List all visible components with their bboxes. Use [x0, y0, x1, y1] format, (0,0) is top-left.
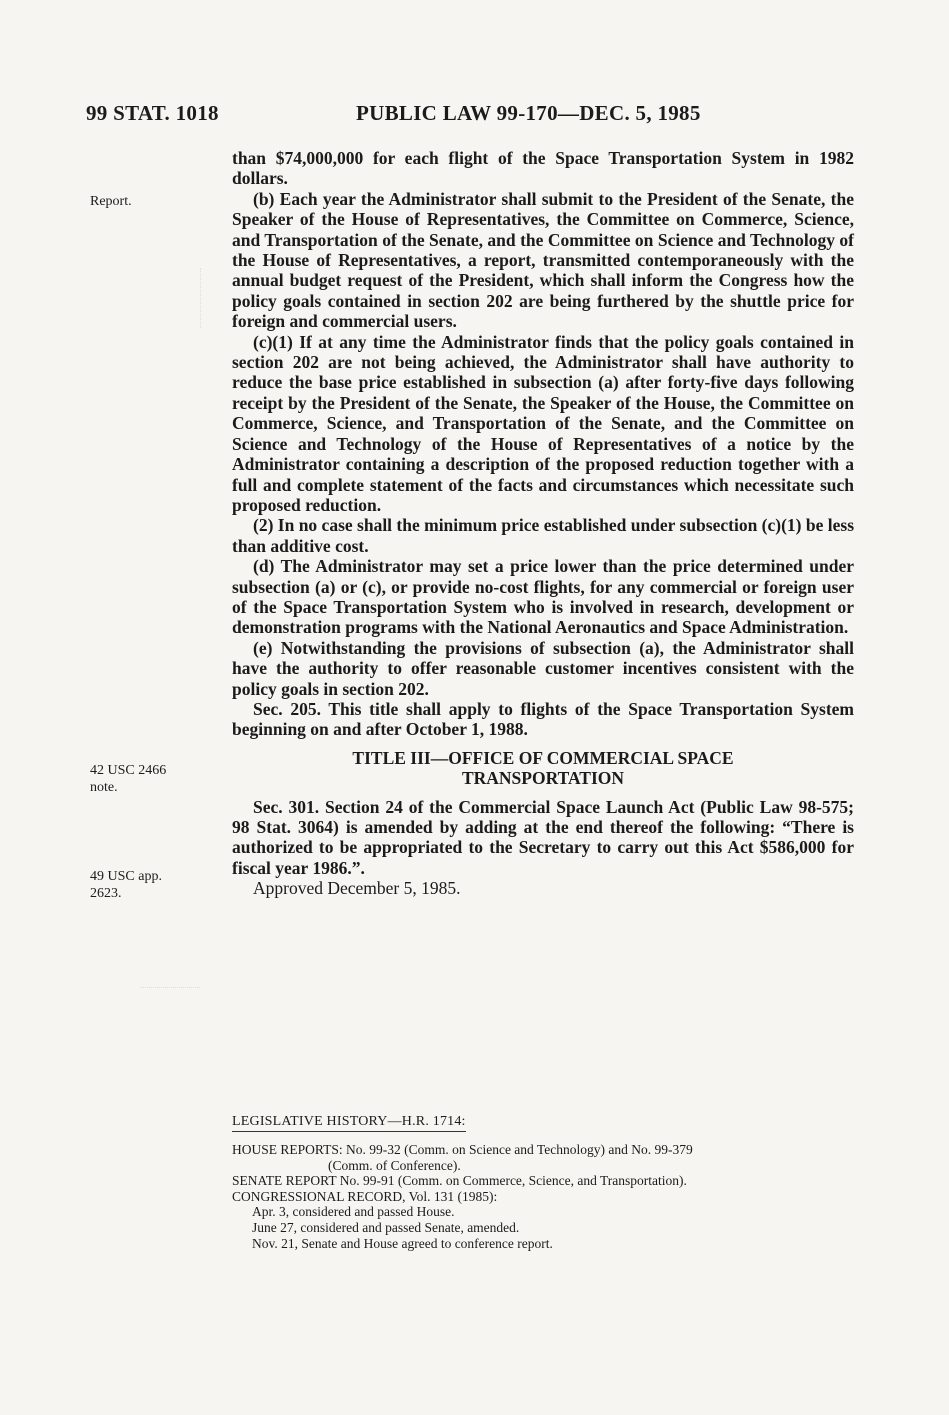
senate-report: SENATE REPORT No. 99-91 (Comm. on Commerce, Science, and Transportation). — [232, 1173, 687, 1189]
margin-note-usc-app — [90, 868, 195, 902]
paragraph-b: (b) Each year the Administrator shall submit to the President of the Senate, the Speaker of the House of Representatives, the Committee on Commerce, Science, and Transportation of the Senate, and the Committee on Science and Technology of the House of Representatives, a report, transmitted contemporaneously with the annual budget request of the President, which shall inform the Congress how the policy goals contained in section 202 are being furthered by the shuttle price for foreign and commercial users. — [232, 188, 854, 332]
paragraph-d: (d) The Administrator may set a price lower than the price determined under subsection (a) or (c), or provide no-cost flights, for any commercial or foreign user of the Space Transportation System who is involved in research, development or demonstration programs with the National Aeronautics and Space Administration. — [232, 556, 854, 638]
margin-note-usc-2466 — [90, 762, 195, 796]
house-reports: HOUSE REPORTS: No. 99-32 (Comm. on Science and Technology) and No. 99-379 — [232, 1142, 693, 1157]
paragraph-e: (e) Notwithstanding the provisions of subsection (a), the Administrator shall have the authority to offer reasonable customer incentives consistent with the policy goals in section 202. — [232, 637, 854, 699]
paragraph-c2: (2) In no case shall the minimum price established under subsection (c)(1) be less than additive cost. — [232, 515, 855, 556]
page-header-title: PUBLIC LAW 99-170—DEC. 5, 1985 — [356, 101, 701, 125]
margin-note-report: Report. — [90, 194, 132, 209]
house-reports-continued: (Comm. of Conference). — [328, 1157, 461, 1173]
section-label: Sec. 205. — [253, 698, 321, 719]
record-entry: Nov. 21, Senate and House agreed to conference report. — [252, 1235, 553, 1251]
section-205 — [232, 699, 854, 740]
legislative-history-heading: LEGISLATIVE HISTORY—H.R. 1714: — [232, 1114, 466, 1132]
record-entry: June 27, considered and passed Senate, amended. — [252, 1219, 520, 1235]
page-stat-number: 99 STAT. 1018 — [86, 101, 219, 125]
section-label: Sec. 301. — [253, 796, 320, 817]
margin-note-line: 49 USC app. — [90, 869, 162, 884]
section-text: This title shall apply to flights of the Space Transportation System beginning on and after October 1, 1988. — [232, 698, 854, 740]
section-301 — [232, 797, 854, 879]
section-text: Section 24 of the Commercial Space Launch Act (Public Law 98-575; 98 Stat. 3064) is amended by adding at the end thereof the following: “There is authorized to be appropriated to the Secretary to carry out this Act $586,000 for fiscal year 1986.”. — [232, 796, 854, 878]
paragraph-c1: (c)(1) If at any time the Administrator finds that the policy goals contained in section 202 are not being achieved, the Administrator shall have authority to reduce the base price established in subsection (a) after forty-five days following receipt by the President of the Senate, the Speaker of the House, the Committee on Commerce, Science, and Transportation of the Senate, and the Committee on Science and Technology of the House of Representatives of a notice by the Administrator containing a description of the proposed reduction together with a full and complete statement of the facts and circumstances which necessitate such proposed reduction. — [232, 331, 854, 515]
margin-note-line: 42 USC 2466 — [90, 763, 167, 778]
legislative-history — [232, 1142, 854, 1251]
congressional-record: CONGRESSIONAL RECORD, Vol. 131 (1985): — [232, 1188, 498, 1204]
record-entry: Apr. 3, considered and passed House. — [252, 1204, 455, 1220]
paragraph-a-continued: than $74,000,000 for each flight of the Space Transportation System in 1982 dollars. — [232, 148, 854, 189]
bleed-through-mark — [140, 975, 200, 988]
statute-body — [232, 148, 854, 899]
title-line: TRANSPORTATION — [461, 768, 625, 789]
margin-note-line: 2623. — [90, 886, 122, 901]
bleed-through-mark — [150, 268, 201, 328]
approval-date: Approved December 5, 1985. — [253, 878, 461, 899]
margin-note-line: note. — [90, 780, 118, 795]
title-line: TITLE III—OFFICE OF COMMERCIAL SPACE — [352, 747, 734, 768]
title-heading — [232, 748, 854, 789]
